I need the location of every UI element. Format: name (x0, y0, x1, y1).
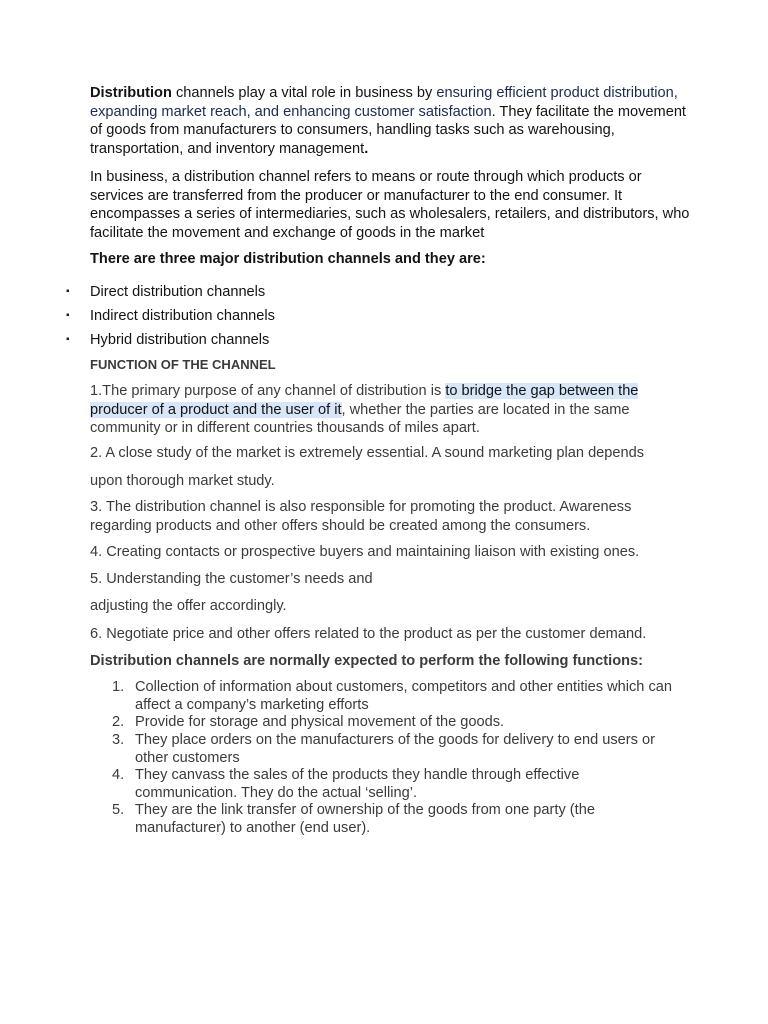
bullet-icon: ▪ (66, 310, 70, 321)
list-item (0, 306, 700, 326)
intro-lead-rest: . They facilitate the movement of goods from manufacturers to consumers, handling tasks such as warehousing, transportation, and inventory management (90, 103, 686, 157)
point-5-line-1: 5. Understanding the customer’s needs and (90, 571, 373, 587)
list-item-number: 2. (112, 714, 125, 730)
point-2-line-2: upon thorough market study. (90, 473, 275, 489)
list-item-number: 4. (112, 767, 125, 783)
list-item-number: 5. (112, 802, 125, 818)
list-item (0, 282, 700, 302)
list-item-number: 3. (112, 732, 125, 748)
point-1-after: , whether the parties are located in the same community or in different countries thousands of miles apart. (90, 401, 630, 436)
three-channels-heading: There are three major distribution channels and they are: (90, 251, 486, 267)
intro-lead-bold: Distribution (90, 85, 172, 101)
point-4: 4. Creating contacts or prospective buyers and maintaining liaison with existing ones. (90, 544, 640, 560)
list-item-text: Collection of information about customers, competitors and other entities which can affect a company’s marketing efforts (135, 679, 672, 713)
point-1 (90, 382, 690, 438)
point-5-line-2: adjusting the offer accordingly. (90, 598, 287, 614)
intro-lead-end: . (364, 140, 369, 157)
point-6: 6. Negotiate price and other offers related to the product as per the customer demand. (90, 626, 647, 642)
bullet-icon: ▪ (66, 286, 70, 297)
functions-heading: Distribution channels are normally expected to perform the following functions: (90, 653, 644, 669)
list-item-text: Provide for storage and physical movement of the goods. (135, 714, 505, 730)
point-2-line-1: 2. A close study of the market is extremely essential. A sound marketing plan depends (90, 445, 645, 461)
intro-paragraph (90, 84, 690, 158)
bullet-icon: ▪ (66, 334, 70, 345)
list-item-label: Direct distribution channels (90, 284, 266, 300)
intro-lead-navy: ensuring efficient product distribution, expanding market reach, and enhancing customer satisfaction (90, 85, 678, 120)
list-item-text: They canvass the sales of the products they handle through effective communication. They do the actual ‘selling’. (135, 767, 580, 801)
function-heading: FUNCTION OF THE CHANNEL (90, 357, 276, 372)
point-1-before: 1.The primary purpose of any channel of distribution is (90, 383, 446, 399)
list-item-label: Indirect distribution channels (90, 308, 275, 324)
list-item (0, 330, 700, 350)
intro-lead-plain: channels play a vital role in business by (171, 85, 437, 101)
point-1-highlight: to bridge the gap between the producer of a product and the user of it (90, 383, 639, 418)
list-item-number: 1. (112, 679, 125, 695)
list-item-text: They are the link transfer of ownership of the goods from one party (the manufacturer) to another (end user). (135, 802, 595, 836)
list-item-text: They place orders on the manufacturers of the goods for delivery to end users or other customers (135, 732, 655, 766)
point-3: 3. The distribution channel is also responsible for promoting the product. Awareness regarding products and other offers should be created among the consumers. (90, 499, 632, 534)
list-item-label: Hybrid distribution channels (90, 332, 270, 348)
definition-paragraph: In business, a distribution channel refers to means or route through which products or services are transferred from the producer or manufacturer to the end consumer. It encompasses a series of intermediaries, such as wholesalers, retailers, and distributors, who facilitate the movement and exchange of goods in the market (90, 169, 690, 241)
